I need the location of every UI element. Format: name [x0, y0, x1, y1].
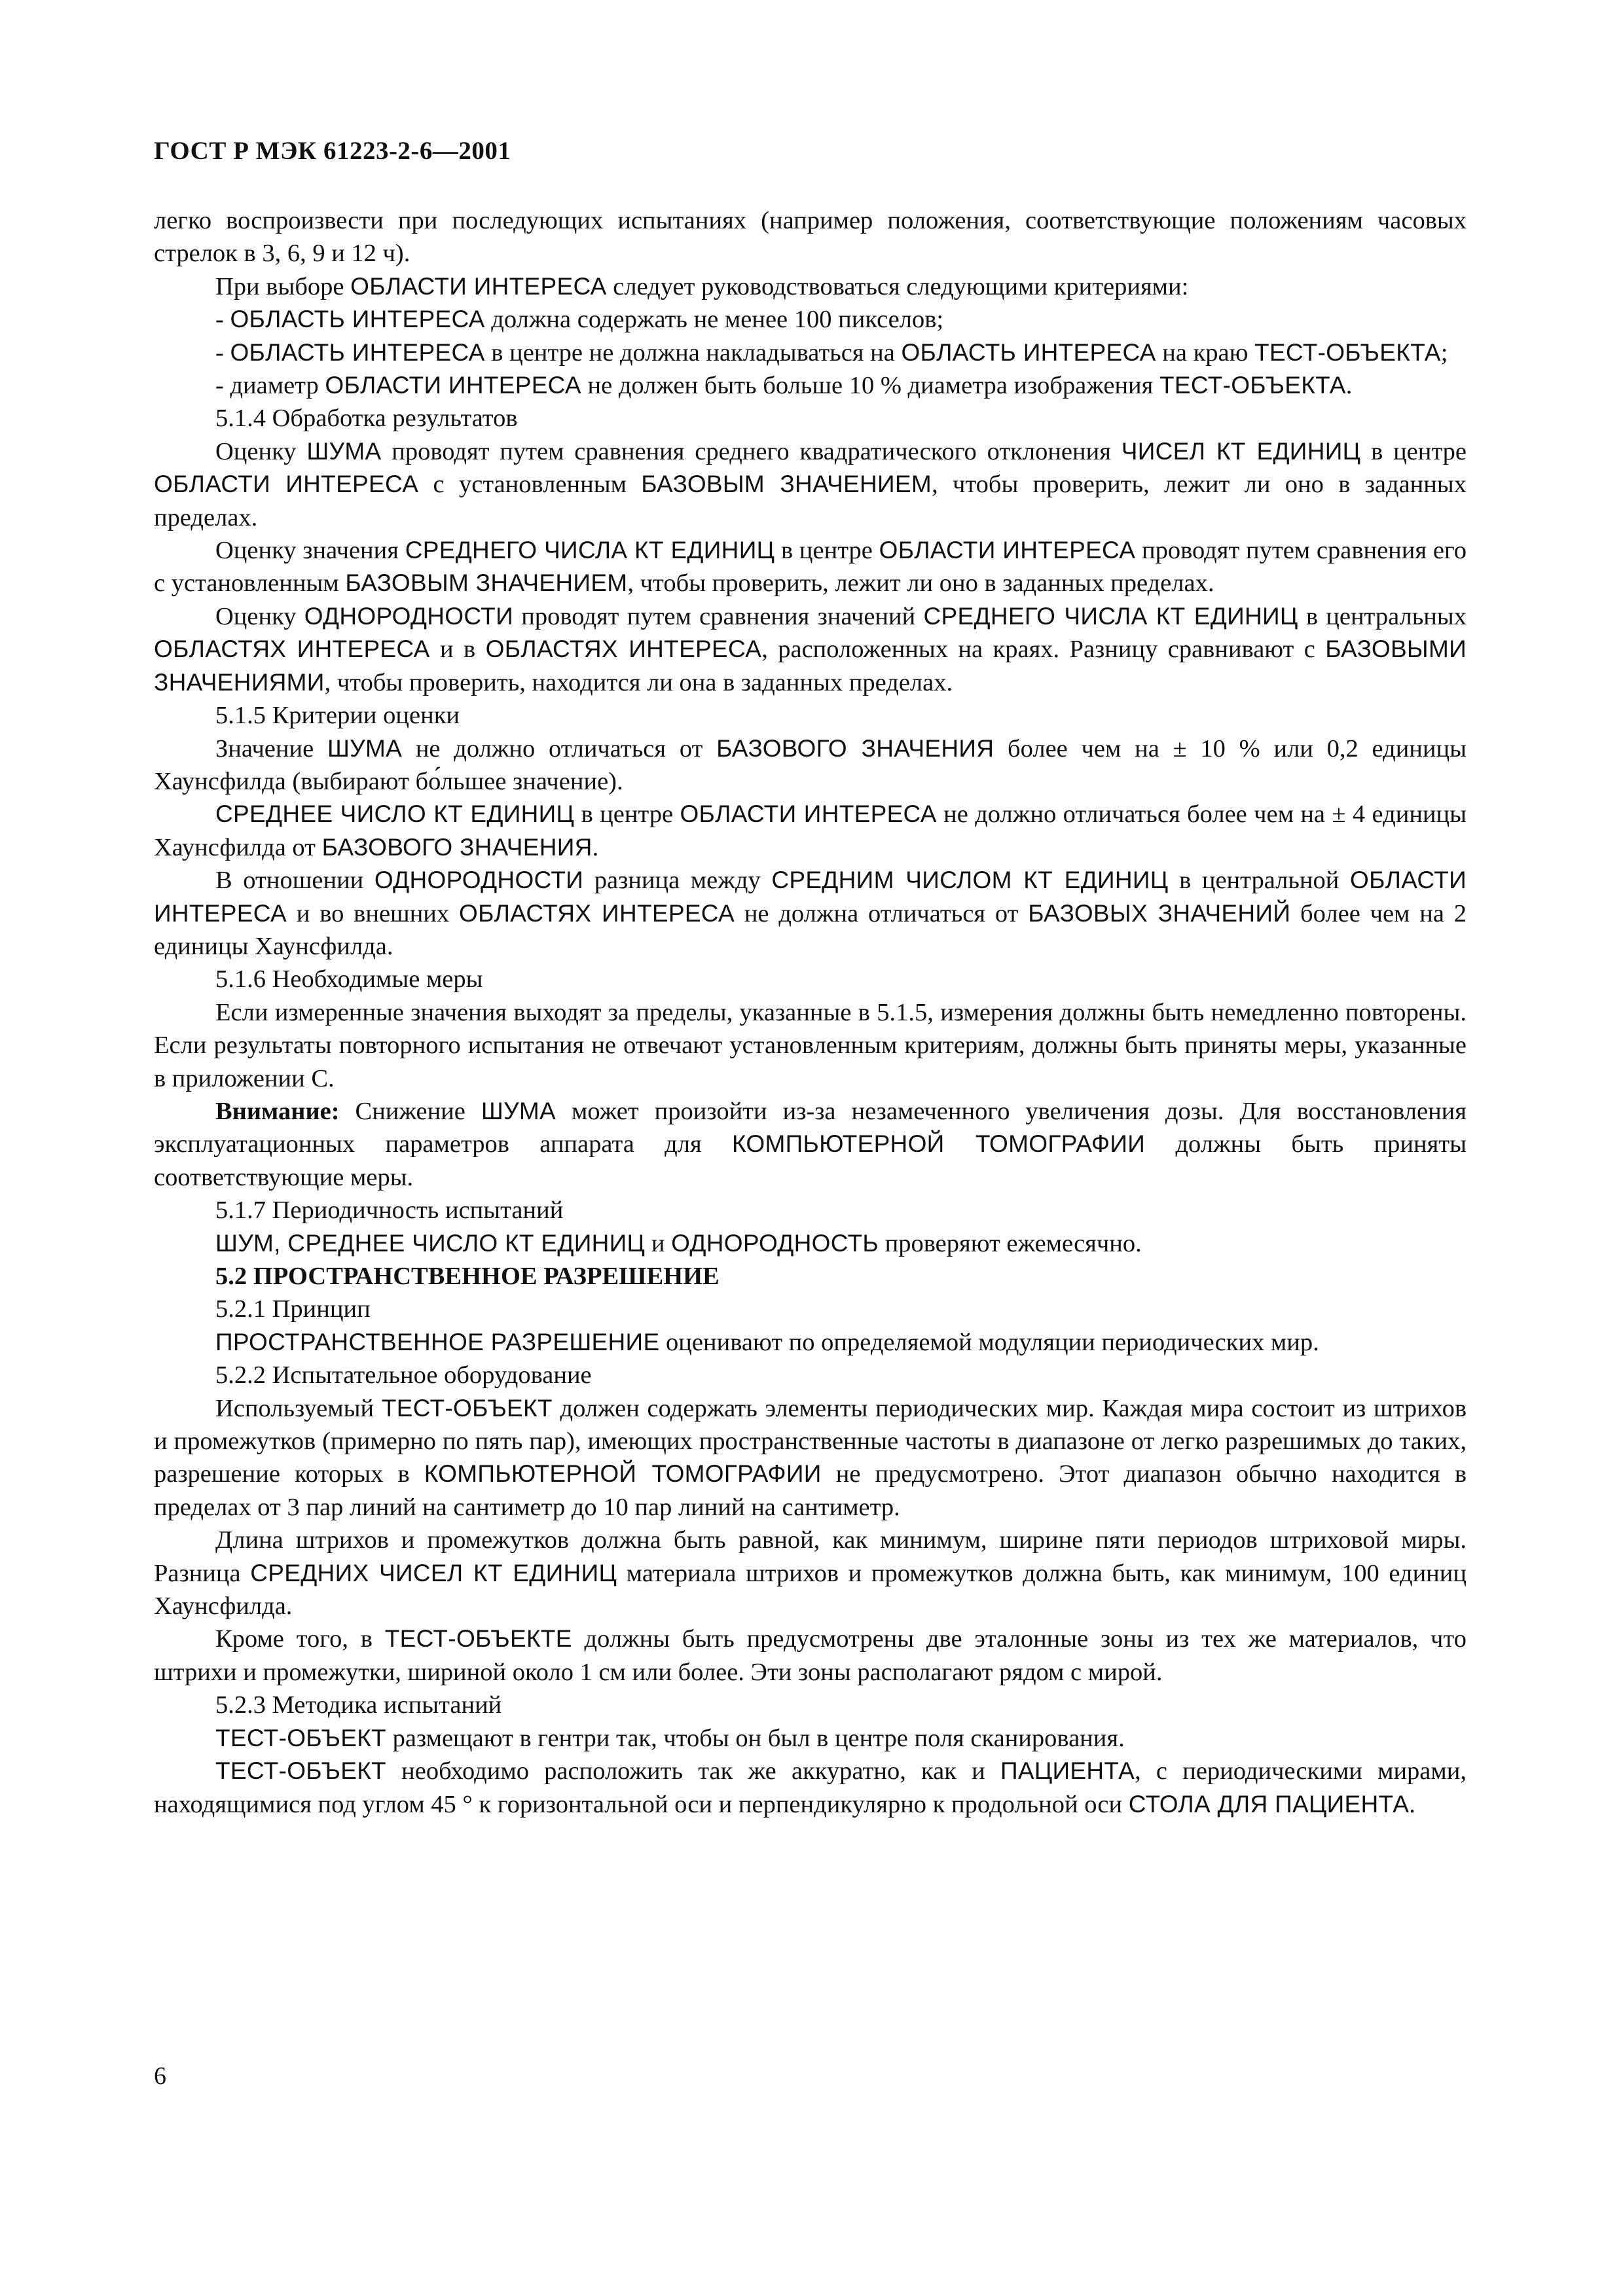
text-run: необходимо расположить так же аккуратно, как и [386, 1757, 1000, 1785]
text-run: и в [429, 636, 486, 664]
standard-title: ГОСТ Р МЭК 61223-2-6—2001 [154, 137, 511, 165]
text-run: должна содержать не менее 100 пикселов; [484, 306, 944, 334]
paragraph [154, 798, 1467, 864]
text-run: ; [1440, 338, 1448, 367]
text-run: следует руководствоваться следующими критериями: [606, 272, 1189, 300]
defined-term: ОБЛАСТЯХ ИНТЕРЕСА [154, 636, 430, 663]
text-run: должен содержать элементы периодических мир. Каждая мира состоит из штрихов и промежутков (примерно по пять пар), имеющих пространственные частоты в диапазоне от легко разрешимых до таких, разрешение которых в [154, 1394, 1467, 1488]
paragraph [154, 1359, 1467, 1391]
text-run: - [215, 338, 230, 367]
text-run: с установленным [418, 471, 642, 499]
defined-term: БАЗОВОГО ЗНАЧЕНИЯ [716, 734, 994, 762]
text-run: , с периодическими мирами, находящимися под углом 45 ° к горизонтальной оси и перпендикулярно к продольной оси [154, 1757, 1467, 1818]
text-run: 5.1.4 Обработка результатов [215, 404, 518, 433]
text-run: , чтобы проверить, лежит ли оно в заданных пределах. [627, 569, 1214, 598]
text-run: на краю [1156, 338, 1255, 367]
paragraph [154, 204, 1467, 270]
paragraph [154, 1524, 1467, 1623]
text-run: проверяют ежемесячно. [878, 1229, 1142, 1257]
defined-term: ОБЛАСТИ ИНТЕРЕСА [680, 800, 937, 828]
text-run: не должен быть больше 10 % диаметра изображения [581, 372, 1159, 400]
bold-text: Внимание: [215, 1097, 340, 1125]
text-run: , чтобы проверить, находится ли она в заданных пределах. [324, 668, 953, 696]
text-run: и во внешних [286, 899, 459, 927]
text-run: не предусмотрено. Этот диапазон обычно находится в пределах от 3 пар линий на сантиметр до 10 пар линий на сантиметр. [154, 1460, 1467, 1521]
paragraph [154, 402, 1467, 435]
text-run: 5.1.6 Необходимые меры [215, 965, 483, 994]
paragraph [154, 732, 1467, 798]
paragraph [154, 1293, 1467, 1325]
defined-term: ОБЛАСТИ ИНТЕРЕСА [325, 372, 581, 399]
text-run: Оценку значения [215, 537, 405, 565]
defined-term: КОМПЬЮТЕРНОЙ ТОМОГРАФИИ [731, 1130, 1146, 1158]
text-run: в центре не должна накладываться на [484, 338, 902, 367]
text-run: разница между [583, 867, 772, 895]
text-run: проводят путем сравнения значений [513, 602, 924, 630]
text-run: в центральных [1298, 602, 1467, 630]
paragraph [154, 699, 1467, 732]
paragraph [154, 1227, 1467, 1260]
paragraph [154, 435, 1467, 534]
defined-term: БАЗОВЫМ ЗНАЧЕНИЕМ [345, 569, 628, 597]
page-number: 6 [154, 2062, 166, 2090]
defined-term: СРЕДНЕГО ЧИСЛА КТ ЕДИНИЦ [405, 537, 775, 564]
text-run: 5.2.2 Испытательное оборудование [215, 1361, 592, 1390]
defined-term: ОБЛАСТЯХ ИНТЕРЕСА [458, 899, 735, 927]
defined-term: ОБЛАСТИ ИНТЕРЕСА [154, 867, 1467, 927]
defined-term: БАЗОВЫМ ЗНАЧЕНИЕМ [641, 471, 932, 498]
paragraph [154, 369, 1467, 402]
text-run: Оценку [215, 602, 304, 630]
defined-term: ТЕСТ-ОБЪЕКТ [381, 1394, 553, 1422]
text-run: , чтобы проверить, лежит ли оно в заданных пределах. [154, 471, 1467, 531]
text-run: более чем на ± 10 % или 0,2 единицы Хаунсфилда (выбирают бо́льшее значение). [154, 734, 1467, 795]
defined-term: КОМПЬЮТЕРНОЙ ТОМОГРАФИИ [424, 1460, 822, 1488]
paragraph [154, 1689, 1467, 1721]
text-run: В отношении [215, 867, 374, 895]
text-run: . [1345, 372, 1353, 400]
defined-term: ТЕСТ-ОБЪЕКТА [1159, 372, 1346, 399]
defined-term: ПАЦИЕНТА [1000, 1757, 1135, 1785]
text-run: 5.2.3 Методика испытаний [215, 1691, 502, 1719]
text-run: При выборе [215, 272, 351, 300]
paragraph [154, 303, 1467, 336]
paragraph [154, 336, 1467, 369]
defined-term: БАЗОВОГО ЗНАЧЕНИЯ [321, 833, 593, 861]
defined-term: БАЗОВЫМИ ЗНАЧЕНИЯМИ [154, 636, 1467, 696]
defined-term: ОБЛАСТИ ИНТЕРЕСА [350, 272, 607, 300]
text-run: проводят путем сравнения среднего квадратического отклонения [381, 437, 1122, 465]
text-run: более чем на 2 единицы Хаунсфилда. [154, 899, 1467, 960]
defined-term: ОБЛАСТИ ИНТЕРЕСА [879, 537, 1136, 564]
text-run: . [1409, 1790, 1415, 1818]
defined-term: ТЕСТ-ОБЪЕКТ [215, 1757, 386, 1785]
defined-term: ОДНОРОДНОСТЬ [671, 1229, 879, 1257]
paragraph [154, 1755, 1467, 1821]
text-run: не должно отличаться от [402, 734, 717, 762]
defined-term: СТОЛА ДЛЯ ПАЦИЕНТА [1128, 1790, 1410, 1818]
defined-term: ОДНОРОДНОСТИ [304, 602, 513, 630]
paragraph [154, 963, 1467, 996]
text-run: , расположенных на краях. Разницу сравнивают с [761, 636, 1326, 664]
text-run: размещают в гентри так, чтобы он был в центре поля сканирования. [386, 1724, 1125, 1752]
paragraph [154, 1722, 1467, 1755]
text-run: в центре [775, 537, 879, 565]
paragraph [154, 864, 1467, 963]
text-run: Длина штрихов и промежутков должна быть равной, как минимум, ширине пяти периодов штриховой миры. Разница [154, 1526, 1467, 1587]
text-run: оценивают по определяемой модуляции периодических мир. [659, 1328, 1319, 1356]
bold-text: 5.2 ПРОСТРАНСТВЕННОЕ РАЗРЕШЕНИЕ [215, 1263, 720, 1290]
defined-term: СРЕДНИХ ЧИСЕЛ КТ ЕДИНИЦ [250, 1559, 617, 1587]
text-run: Значение [215, 734, 327, 762]
text-run: 5.1.7 Периодичность испытаний [215, 1196, 564, 1225]
defined-term: ТЕСТ-ОБЪЕКТЕ [384, 1625, 572, 1653]
text-run: легко воспроизвести при последующих испытаниях (например положения, соответствующие положениям часовых стрелок в 3, 6, 9 и 12 ч). [154, 207, 1467, 268]
paragraph [154, 600, 1467, 699]
paragraph [154, 534, 1467, 600]
text-run: не должна отличаться от [735, 899, 1029, 927]
paragraph [154, 270, 1467, 303]
defined-term: ОБЛАСТЯХ ИНТЕРЕСА [485, 636, 762, 663]
defined-term: ОБЛАСТЬ ИНТЕРЕСА [901, 338, 1156, 366]
paragraph [154, 1392, 1467, 1524]
text-run: Кроме того, в [215, 1625, 385, 1653]
defined-term: ТЕСТ-ОБЪЕКТ [215, 1724, 386, 1751]
defined-term: СРЕДНЕЕ ЧИСЛО КТ ЕДИНИЦ [215, 800, 575, 828]
defined-term: ШУМ, СРЕДНЕЕ ЧИСЛО КТ ЕДИНИЦ [215, 1229, 646, 1257]
text-run: материала штрихов и промежутков должна быть, как минимум, 100 единиц Хаунсфилда. [154, 1559, 1467, 1621]
text-run: 5.1.5 Критерии оценки [215, 702, 460, 730]
text-run: Оценку [215, 437, 307, 465]
paragraph [154, 996, 1467, 1095]
defined-term: ШУМА [327, 734, 403, 762]
defined-term: ШУМА [481, 1097, 556, 1124]
paragraph [154, 1095, 1467, 1194]
text-run: - [215, 306, 230, 334]
defined-term: ОБЛАСТЬ ИНТЕРЕСА [230, 338, 485, 366]
defined-term: БАЗОВЫХ ЗНАЧЕНИЙ [1028, 899, 1291, 927]
text-run: должны быть приняты соответствующие меры. [154, 1130, 1467, 1191]
defined-term: СРЕДНЕГО ЧИСЛА КТ ЕДИНИЦ [923, 602, 1298, 630]
defined-term: ПРОСТРАНСТВЕННОЕ РАЗРЕШЕНИЕ [215, 1328, 660, 1355]
text-run: Если измеренные значения выходят за пределы, указанные в 5.1.5, измерения должны быть немедленно повторены. Если результаты повторного испытания не отвечают установленным критериям, должны быть приняты меры, указанные в приложении С. [154, 998, 1467, 1092]
paragraph [154, 1623, 1467, 1689]
paragraph [154, 1326, 1467, 1359]
text-run: в центральной [1168, 867, 1350, 895]
text-run: должны быть предусмотрены две эталонные зоны из тех же материалов, что штрихи и промежутки, шириной около 1 см или более. Эти зоны располагают рядом с мирой. [154, 1625, 1467, 1686]
text-run: - диаметр [215, 372, 325, 400]
defined-term: ОБЛАСТЬ ИНТЕРЕСА [230, 306, 485, 333]
text-run: может произойти из-за незамеченного увеличения дозы. Для восстановления эксплуатационных параметров аппарата для [154, 1097, 1467, 1158]
text-run: и [645, 1229, 672, 1257]
text-run: . [592, 833, 599, 861]
defined-term: ОБЛАСТИ ИНТЕРЕСА [154, 471, 419, 498]
text-run: не должно отличаться более чем на ± 4 единицы Хаунсфилда от [154, 800, 1467, 861]
text-run: в центре [574, 800, 680, 829]
text-run: 5.2.1 Принцип [215, 1295, 371, 1323]
paragraph [154, 1194, 1467, 1227]
defined-term: ТЕСТ-ОБЪЕКТА [1254, 338, 1441, 366]
text-run: Снижение [339, 1097, 481, 1125]
defined-term: ШУМА [306, 437, 382, 465]
text-run: в центре [1360, 437, 1467, 465]
text-run: проводят путем сравнения его с установленным [154, 537, 1467, 598]
defined-term: ОДНОРОДНОСТИ [374, 867, 584, 894]
defined-term: СРЕДНИМ ЧИСЛОМ КТ ЕДИНИЦ [771, 867, 1169, 894]
defined-term: ЧИСЕЛ КТ ЕДИНИЦ [1121, 437, 1361, 465]
text-run: Используемый [215, 1394, 382, 1422]
paragraph [154, 1260, 1467, 1293]
document-body [154, 204, 1467, 1821]
